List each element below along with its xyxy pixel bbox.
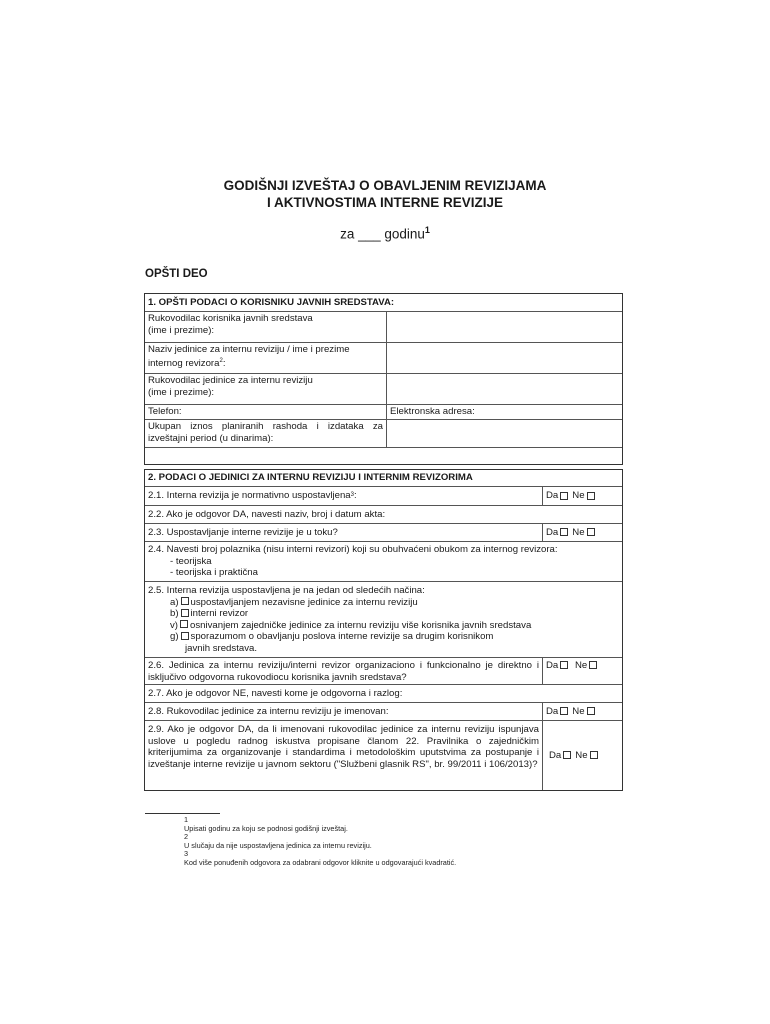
- question-2-2[interactable]: 2.2. Ako je odgovor DA, navesti naziv, broj i datum akta:: [148, 508, 386, 520]
- audit-unit-head-field[interactable]: [386, 374, 622, 404]
- option-a[interactable]: [148, 597, 619, 609]
- yes-label: Da: [546, 490, 559, 502]
- option-checkbox[interactable]: [181, 597, 189, 605]
- option-text: sporazumom o obavljanju poslova interne revizije sa drugim korisnikom: [190, 631, 494, 642]
- question-2-5: [145, 582, 622, 657]
- table-row: [145, 658, 622, 685]
- table-row: [145, 405, 622, 420]
- answer-2-6: [542, 658, 622, 684]
- question-2-3: 2.3. Uspostavljanje interne revizije je u toku?: [148, 526, 338, 538]
- field-label-line1: Rukovodilac jedinice za internu reviziju: [148, 375, 313, 386]
- document-title-line2: I AKTIVNOSTIMA INTERNE REVIZIJE: [266, 195, 504, 210]
- footnote-mark-3: 3: [350, 492, 354, 499]
- no-label: Ne: [572, 490, 585, 502]
- option-letter: b): [170, 608, 179, 619]
- option-text: uspostavljanjem nezavisne jedinice za internu reviziju: [190, 596, 418, 608]
- yes-checkbox[interactable]: [563, 751, 571, 759]
- option-checkbox[interactable]: [180, 620, 188, 628]
- empty-field[interactable]: [145, 448, 622, 464]
- question-suffix: :: [354, 490, 357, 502]
- answer-2-3: [542, 524, 622, 541]
- yes-checkbox[interactable]: [560, 528, 568, 536]
- expense-amount-field[interactable]: [386, 420, 622, 447]
- field-label-line2: (ime i prezime):: [148, 324, 215, 336]
- yes-label: Da: [546, 526, 559, 538]
- footnote-text: Upisati godinu za koju se podnosi godišnji izveštaj.: [184, 823, 348, 833]
- answer-2-9: [542, 721, 622, 790]
- no-label: Ne: [574, 660, 588, 671]
- answer-2-8: [542, 703, 622, 720]
- general-data-table: [144, 293, 623, 465]
- footnote-number: 2: [184, 832, 189, 842]
- footnote-number: 3: [184, 849, 189, 859]
- field-label: [145, 312, 386, 342]
- audit-unit-name-field[interactable]: [386, 343, 622, 373]
- answer-2-1: [542, 487, 622, 505]
- table2-header: 2. PODACI O JEDINICI ZA INTERNU REVIZIJU I INTERNIM REVIZORIMA: [148, 472, 473, 484]
- document-subtitle: [0, 225, 770, 242]
- training-theory-practice: - teorijska i praktična: [170, 567, 258, 578]
- no-label: Ne: [575, 749, 588, 761]
- question-text: 2.5. Interna revizija uspostavljena je na jedan od sledećih načina:: [148, 585, 425, 596]
- footnotes: [184, 816, 456, 868]
- yes-checkbox[interactable]: [560, 492, 568, 500]
- field-label-line1: Rukovodilac korisnika javnih sredstava: [148, 313, 313, 324]
- subtitle-text: za ___ godinu: [340, 226, 425, 242]
- question-2-9: 2.9. Ako je odgovor DA, da li imenovani rukovodilac jedinice za internu reviziju ispunjava uslove u pogledu radnog iskustva propisane članom 22. Pravilnika o zajedničkim kriterijumima za organizovanje i standardima i metodološkim uputstvima za postupanje i izveštanje interne revizije u javnom sektoru ("Službeni glasnik RS", br. 99/2011 i 106/2013)?: [148, 724, 539, 770]
- footnote-text: Kod više ponuđenih odgovora za odabrani odgovor kliknite u odgovarajući kvadratić.: [184, 857, 457, 867]
- footnote-text: U slučaju da nije uspostavljena jedinica za internu reviziju.: [184, 840, 372, 850]
- table1-header: 1. OPŠTI PODACI O KORISNIKU JAVNIH SREDSTAVA:: [148, 296, 395, 308]
- table-row: [145, 542, 622, 582]
- no-checkbox[interactable]: [587, 707, 595, 715]
- table-row: [145, 685, 622, 703]
- no-checkbox[interactable]: [590, 751, 598, 759]
- table-row: [145, 343, 622, 374]
- yes-label: Da: [549, 749, 562, 761]
- option-text: interni revizor: [190, 608, 249, 619]
- no-checkbox[interactable]: [589, 661, 597, 669]
- option-g[interactable]: [148, 631, 619, 643]
- no-label: Ne: [572, 526, 585, 538]
- audit-unit-table: [144, 469, 623, 791]
- email-label[interactable]: Elektronska adresa:: [386, 405, 622, 419]
- question-2-4[interactable]: [145, 542, 622, 581]
- footnote-mark-2: 2: [219, 357, 223, 364]
- option-letter: v): [170, 619, 178, 631]
- option-letter: a): [170, 596, 179, 608]
- table2-header-row: [145, 470, 622, 487]
- yes-label: Da: [546, 705, 559, 717]
- table-row: [145, 582, 622, 658]
- yes-checkbox[interactable]: [560, 707, 568, 715]
- phone-label[interactable]: Telefon:: [148, 406, 182, 418]
- table-row: [145, 721, 622, 790]
- yes-checkbox[interactable]: [560, 661, 568, 669]
- expense-label: Ukupan iznos planiranih rashoda i izdataka za izveštajni period (u dinarima):: [148, 421, 383, 444]
- footnote-separator: [145, 813, 220, 814]
- question-2-6: 2.6. Jedinica za internu reviziju/interni revizor organizaciono i funkcionalno je direktno i isključivo odgovorna rukovodiocu korisnika javnih sredstava?: [148, 660, 539, 683]
- table-row: [145, 524, 622, 542]
- no-label: Ne: [572, 705, 585, 717]
- question-text: 2.1. Interna revizija je normativno uspostavljena: [148, 490, 351, 502]
- table-row: [145, 312, 622, 343]
- question-2-7[interactable]: 2.7. Ako je odgovor NE, navesti kome je odgovorna i razlog:: [148, 687, 403, 699]
- table-row: [145, 420, 622, 448]
- no-checkbox[interactable]: [587, 492, 595, 500]
- table1-header-row: [145, 294, 622, 312]
- option-checkbox[interactable]: [181, 609, 189, 617]
- head-of-user-field[interactable]: [386, 312, 622, 342]
- yes-label: Da: [546, 660, 559, 671]
- field-label-suffix: :: [222, 357, 226, 369]
- field-label: [145, 374, 386, 404]
- field-label-line1: Naziv jedinice za internu reviziju / ime i prezime: [148, 344, 350, 355]
- option-checkbox[interactable]: [181, 632, 189, 640]
- training-theory: - teorijska: [170, 555, 212, 567]
- table-row-empty: [145, 448, 622, 464]
- field-label-line2: (ime i prezime):: [148, 386, 215, 398]
- option-b[interactable]: [148, 608, 619, 620]
- document-title-line1: GODIŠNJI IZVEŠTAJ O OBAVLJENIM REVIZIJAMA: [223, 178, 547, 193]
- footnote-mark-1: 1: [424, 225, 430, 235]
- field-label: [145, 343, 386, 373]
- no-checkbox[interactable]: [587, 528, 595, 536]
- table-row: [145, 703, 622, 721]
- field-label-text: internog revizora: [148, 357, 220, 369]
- option-v[interactable]: [148, 620, 619, 632]
- section-heading: OPŠTI DEO: [145, 268, 208, 280]
- footnote-number: 1: [184, 815, 189, 824]
- question-text: 2.4. Navesti broj polaznika (nisu interni revizori) koji su obuhvaćeni obukom za internog revizora:: [148, 544, 558, 555]
- table-row: [145, 487, 622, 506]
- option-letter: g): [170, 631, 179, 642]
- table-row: [145, 374, 622, 405]
- question-2-1: [145, 487, 542, 505]
- table-row: [145, 506, 622, 524]
- option-g-continuation: javnih sredstava.: [185, 642, 257, 654]
- field-label-line2: [148, 356, 383, 370]
- question-2-8: 2.8. Rukovodilac jedinice za internu reviziju je imenovan:: [148, 705, 389, 717]
- option-text: osnivanjem zajedničke jedinice za internu reviziju više korisnika javnih sredstava: [190, 619, 532, 631]
